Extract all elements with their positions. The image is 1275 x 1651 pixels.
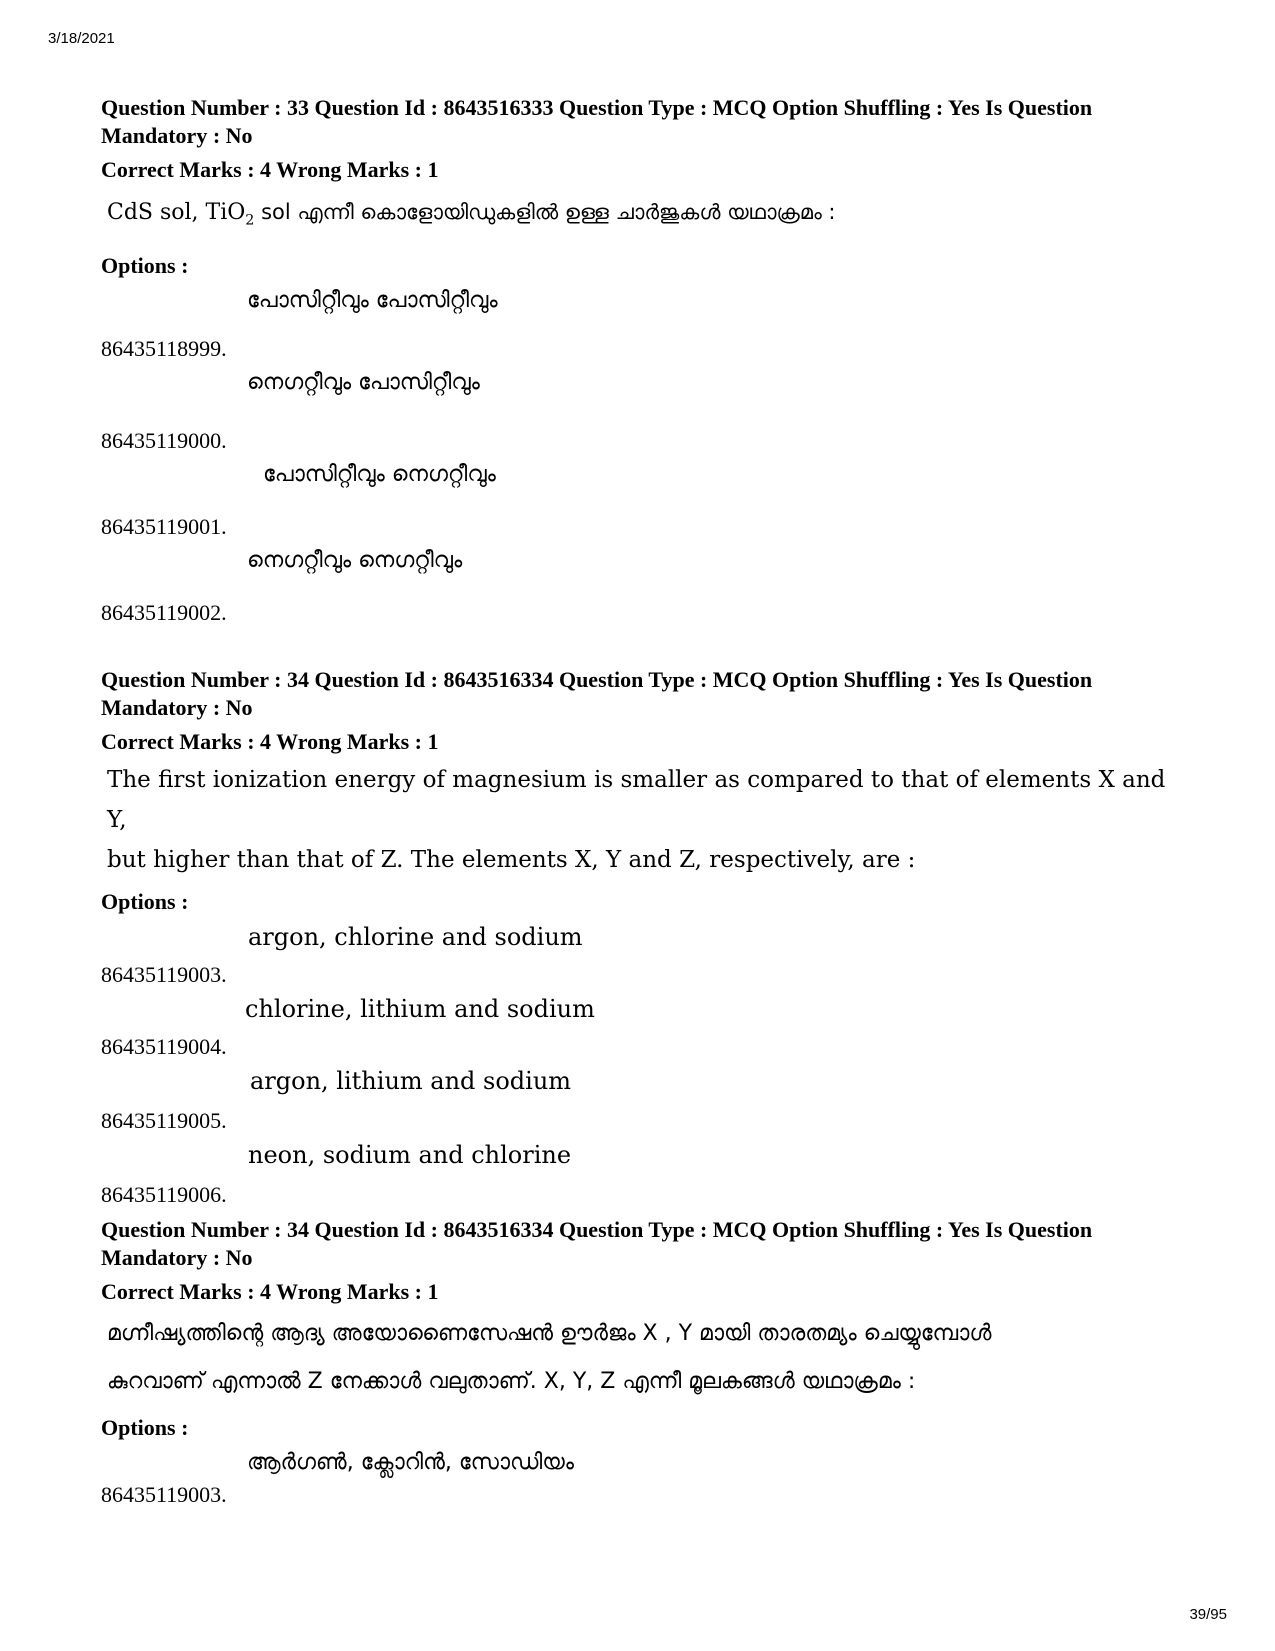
option-id: 86435119001.	[101, 514, 227, 540]
question-marks: Correct Marks : 4 Wrong Marks : 1	[101, 1279, 439, 1304]
question-34-malayalam	[101, 1216, 1181, 1508]
option-item[interactable]	[101, 1134, 1181, 1208]
question-header: Question Number : 34 Question Id : 8643516334 Question Type : MCQ Option Shuffling : Yes Is Question Mandatory : No	[101, 667, 1093, 720]
option-text: നെഗറ്റീവും നെഗറ്റീവും	[247, 548, 463, 574]
question-text	[101, 188, 1181, 244]
option-id: 86435119003.	[101, 962, 227, 987]
print-date: 3/18/2021	[48, 30, 115, 47]
option-item[interactable]	[101, 454, 1181, 540]
question-34-english	[101, 666, 1181, 1208]
option-item[interactable]	[101, 280, 1181, 362]
option-item[interactable]	[101, 362, 1181, 454]
option-item[interactable]	[101, 988, 1181, 1060]
subscript: 2	[245, 212, 255, 229]
question-text-line: The first ionization energy of magnesium is smaller as compared to that of elements X and Y,	[107, 767, 1166, 833]
question-marks: Correct Marks : 4 Wrong Marks : 1	[101, 157, 439, 182]
question-text-part: sol എന്നീ കൊളോയിഡുകളിൽ ഉള്ള ചാർജുകൾ യഥാക്രമം :	[254, 200, 836, 224]
option-id: 86435118999.	[101, 336, 227, 362]
question-text-line: കുറവാണ് എന്നാൽ Z നേക്കാൾ വലുതാണ്. X, Y, Z എന്നീ മൂലകങ്ങൾ യഥാക്രമം :	[107, 1369, 916, 1394]
option-id: 86435119003.	[101, 1482, 227, 1507]
option-text: argon, lithium and sodium	[250, 1067, 572, 1095]
option-id: 86435119002.	[101, 600, 227, 626]
option-text: പോസിറ്റീവും നെഗറ്റീവും	[263, 462, 496, 488]
option-text: chlorine, lithium and sodium	[245, 995, 595, 1023]
option-text: neon, sodium and chlorine	[248, 1141, 572, 1169]
option-id: 86435119004.	[101, 1034, 227, 1059]
question-marks: Correct Marks : 4 Wrong Marks : 1	[101, 729, 439, 754]
question-header: Question Number : 33 Question Id : 8643516333 Question Type : MCQ Option Shuffling : Yes Is Question Mandatory : No	[101, 95, 1093, 148]
option-id: 86435119000.	[101, 428, 227, 454]
page-number: 39/95	[1189, 1606, 1227, 1623]
option-text: പോസിറ്റീവും പോസിറ്റീവും	[247, 288, 498, 314]
question-text	[101, 760, 1181, 880]
option-text: argon, chlorine and sodium	[248, 923, 583, 951]
option-id: 86435119005.	[101, 1108, 227, 1133]
option-text: നെഗറ്റീവും പോസിറ്റീവും	[247, 370, 480, 396]
options-label: Options :	[101, 253, 189, 279]
question-text-part: CdS sol, TiO	[107, 200, 246, 225]
option-item[interactable]	[101, 916, 1181, 988]
option-item[interactable]	[101, 540, 1181, 626]
option-id: 86435119006.	[101, 1182, 227, 1207]
option-item[interactable]	[101, 1442, 1181, 1508]
options-label: Options :	[101, 1415, 189, 1440]
question-text-line: മഗ്നീഷ്യത്തിന്റെ ആദ്യ അയോണൈസേഷൻ ഊർജം X , Y മായി താരതമ്യം ചെയ്യുമ്പോൾ	[107, 1321, 992, 1346]
question-text-line: but higher than that of Z. The elements X, Y and Z, respectively, are :	[107, 847, 916, 873]
option-item[interactable]	[101, 1060, 1181, 1134]
question-text	[101, 1310, 1181, 1406]
question-33	[101, 94, 1181, 626]
question-header: Question Number : 34 Question Id : 8643516334 Question Type : MCQ Option Shuffling : Yes Is Question Mandatory : No	[101, 1217, 1093, 1270]
options-label: Options :	[101, 889, 189, 914]
option-text: ആർഗൺ, ക്ലോറിൻ, സോഡിയം	[247, 1450, 574, 1475]
